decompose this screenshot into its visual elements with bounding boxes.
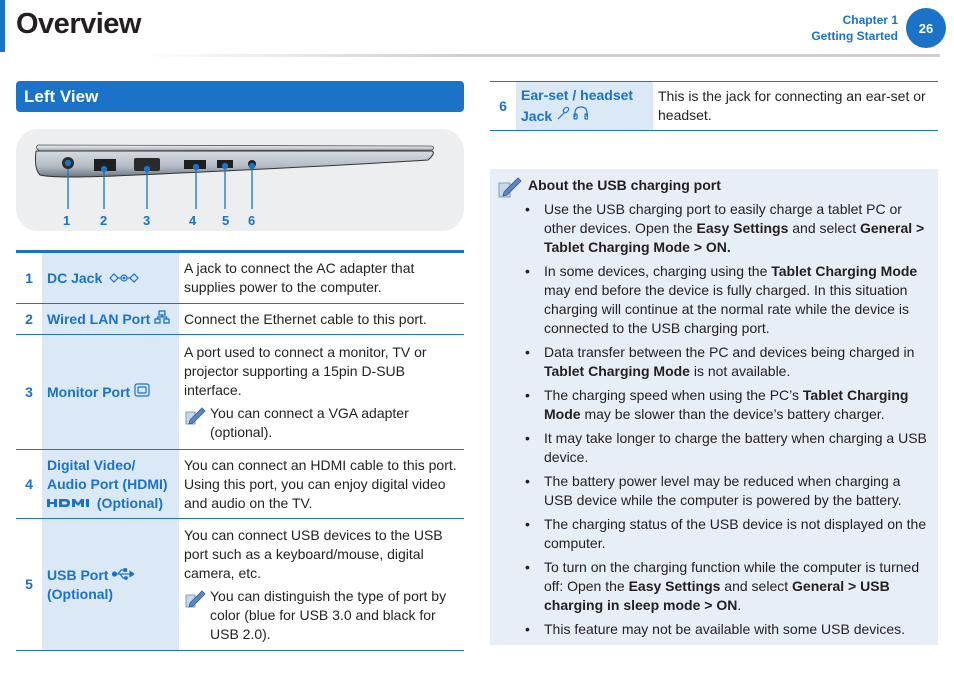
callout-6: 6 xyxy=(248,213,256,228)
list-item: • Data transfer between the PC and devices being charged in Tablet Charging Mode is not available. xyxy=(520,343,932,381)
laptop-side-drawing xyxy=(16,129,464,231)
port-name-text: USB Port xyxy=(47,566,109,583)
page-number: 26 xyxy=(906,8,946,48)
port-number: 5 xyxy=(16,519,42,651)
list-item: • Use the USB charging port to easily charge a tablet PC or other devices. Open the Easy Settings and select General > Tablet Charging Mode > ON. xyxy=(520,200,932,257)
port-name xyxy=(42,519,179,651)
callout-5: 5 xyxy=(222,213,230,228)
pencil-note-icon xyxy=(184,404,210,442)
chapter-number: Chapter 1 xyxy=(842,13,898,27)
note xyxy=(184,587,462,644)
list-item: • To turn on the charging function while the computer is turned off: Open the Easy Settings and select General > USB charging in sleep mode > ON. xyxy=(520,558,932,615)
port-description: You can connect an HDMI cable to this port. Using this port, you can enjoy digital video and audio on the TV. xyxy=(184,456,457,511)
port-name-text: Wired LAN Port xyxy=(47,310,151,327)
callout-2: 2 xyxy=(100,213,108,228)
port-name-text: DC Jack xyxy=(47,269,103,286)
port-description xyxy=(179,519,464,651)
port-name xyxy=(42,304,179,335)
note xyxy=(184,404,462,442)
table-row xyxy=(16,519,464,651)
callout-1: 1 xyxy=(63,213,71,228)
port-name xyxy=(516,82,653,131)
microphone-headphone-icon xyxy=(556,105,588,121)
port-number: 6 xyxy=(490,82,516,131)
page-title: Overview xyxy=(16,8,141,40)
chapter-label xyxy=(811,12,898,44)
chapter-name: Getting Started xyxy=(811,29,898,43)
hdmi-logo-icon xyxy=(47,498,93,508)
port-description-text: A port used to connect a monitor, TV or projector supporting a 15pin D-SUB interface. xyxy=(184,343,427,398)
usb-icon xyxy=(112,568,134,580)
tip-title: About the USB charging port xyxy=(528,177,721,193)
table-row xyxy=(16,304,464,335)
port-description: Connect the Ethernet cable to this port. xyxy=(184,310,427,327)
pencil-note-icon xyxy=(184,587,210,644)
table-row xyxy=(490,82,938,131)
note-text: You can distinguish the type of port by color (blue for USB 3.0 and black for USB 2.0). xyxy=(210,587,447,642)
ports-table xyxy=(16,250,464,651)
section-title: Left View xyxy=(16,81,464,112)
port-name xyxy=(42,252,179,304)
port-description: A jack to connect the AC adapter that supplies power to the computer. xyxy=(184,260,415,295)
laptop-left-view-illustration xyxy=(16,129,464,231)
port-number: 1 xyxy=(16,252,42,304)
port-name xyxy=(42,335,179,450)
note-text: You can connect a VGA adapter (optional). xyxy=(210,404,409,440)
dc-polarity-icon xyxy=(106,273,142,283)
list-item: • In some devices, charging using the Tablet Charging Mode may end before the device is fully charged. In this situation charging will continue at the normal rate while the device is connected to the USB charging port. xyxy=(520,262,932,338)
header-divider xyxy=(140,54,940,57)
tip-list xyxy=(520,200,932,644)
table-row xyxy=(16,335,464,450)
network-icon xyxy=(154,310,170,324)
port-number: 4 xyxy=(16,450,42,519)
port-name-text: Monitor Port xyxy=(47,383,131,400)
list-item: • The battery power level may be reduced when charging a USB device while the computer is powered by the battery. xyxy=(520,472,932,510)
ports-table-continued xyxy=(490,81,938,131)
header-accent-bar xyxy=(0,0,5,52)
callout-4: 4 xyxy=(189,213,197,228)
port-name-suffix: (Optional) xyxy=(96,494,163,511)
port-name-suffix: (Optional) xyxy=(47,585,114,602)
port-description-text: You can connect USB devices to the USB port such as a keyboard/mouse, digital camera, etc. xyxy=(184,526,443,581)
port-number: 3 xyxy=(16,335,42,450)
callout-3: 3 xyxy=(143,213,151,228)
port-name-text: Ear-set / headset Jack xyxy=(521,87,634,124)
table-row xyxy=(16,252,464,304)
list-item: • This feature may not be available with some USB devices. xyxy=(520,620,932,639)
port-name-text: Digital Video/ Audio Port (HDMI) xyxy=(47,456,168,492)
port-description: This is the jack for connecting an ear-set or headset. xyxy=(658,88,926,123)
port-name xyxy=(42,450,179,519)
list-item: • The charging status of the USB device is not displayed on the computer. xyxy=(520,515,932,553)
port-number: 2 xyxy=(16,304,42,335)
table-row xyxy=(16,450,464,519)
list-item: • The charging speed when using the PC’s Tablet Charging Mode may be slower than the device’s battery charger. xyxy=(520,386,932,424)
list-item: • It may take longer to charge the battery when charging a USB device. xyxy=(520,429,932,467)
monitor-icon xyxy=(134,383,150,397)
port-description xyxy=(179,335,464,450)
